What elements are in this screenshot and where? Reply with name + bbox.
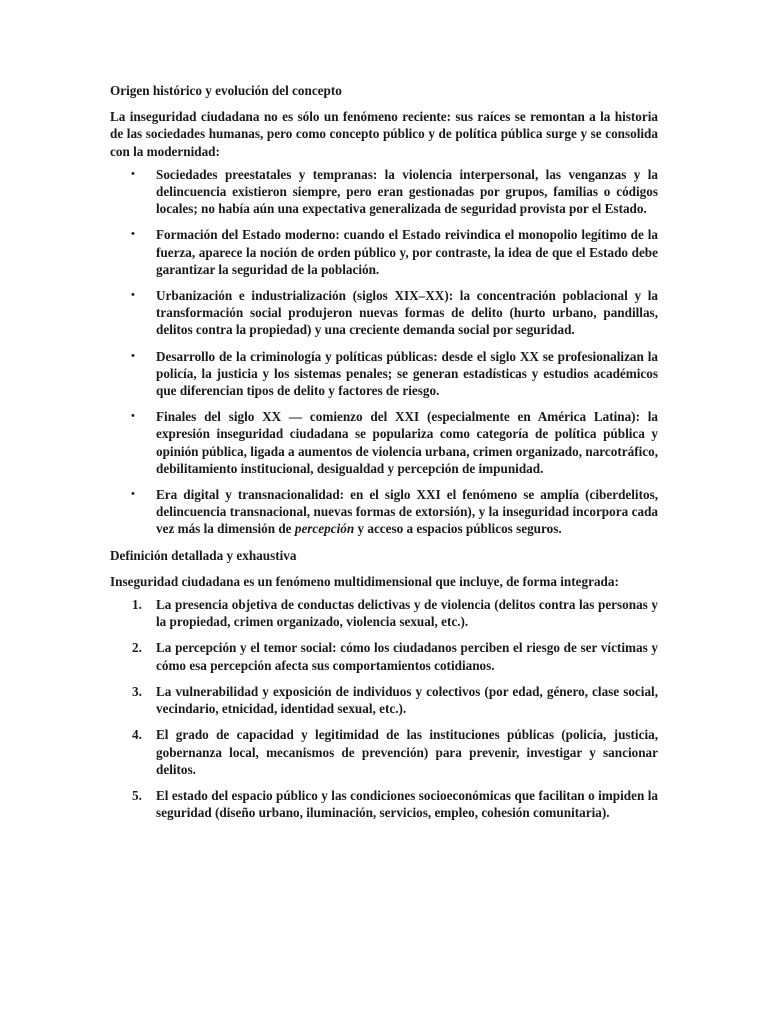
list-item-text: Urbanización e industrialización (siglos XIX–XX): la concentración poblacional y la transformación social produjeron nuevas formas de delito (hurto urbano, pandillas, delitos contra la propiedad) y una creciente demanda social por seguridad. bbox=[156, 288, 658, 338]
list-item-text: La percepción y el temor social: cómo los ciudadanos perciben el riesgo de ser víctimas y cómo esa percepción afecta sus comportamientos cotidianos. bbox=[156, 640, 658, 673]
list-item-text-before: Era digital y transnacionalidad: en el siglo XXI el fenómeno se amplía (ciberdelitos, delincuencia transnacional, nuevas formas de extorsión), y la inseguridad incorpora cada vez más la dimensión de bbox=[156, 487, 658, 537]
list-item bbox=[110, 226, 658, 278]
history-bullet-list bbox=[110, 166, 658, 538]
list-item-text: Sociedades preestatales y tempranas: la violencia interpersonal, las venganzas y la delincuencia existieron siempre, pero eran gestionadas por grupos, familias o códigos locales; no había aún una expectativa generalizada de seguridad provista por el Estado. bbox=[156, 166, 658, 217]
bullet-marker: • bbox=[131, 289, 135, 302]
section-heading-definicion: Definición detallada y exhaustiva bbox=[110, 547, 297, 563]
list-item-text: Finales del siglo XX — comienzo del XXI (especialmente en América Latina): la expresión inseguridad ciudadana se populariza como categoría de política pública y opinión pública, ligada a aumentos de violencia urbana, crimen organizado, narcotráfico, debilitamiento institucional, desigualdad y percepción de impunidad. bbox=[156, 409, 658, 476]
bullet-marker: • bbox=[131, 410, 135, 423]
section-heading-origen: Origen histórico y evolución del concepto bbox=[110, 83, 342, 98]
list-item-text: Desarrollo de la criminología y políticas públicas: desde el siglo XX se profesionalizan la policía, la justicia y los sistemas penales; se generan estadísticas y estudios académicos que diferencian tipos de delito y factores de riesgo. bbox=[156, 348, 658, 399]
list-item bbox=[110, 787, 658, 821]
list-item-text: El grado de capacidad y legitimidad de las instituciones públicas (policía, justicia, gobernanza local, mecanismos de prevención) para prevenir, investigar y sancionar delitos. bbox=[156, 727, 658, 777]
list-number: 1. bbox=[132, 597, 142, 613]
list-item-text: Formación del Estado moderno: cuando el Estado reivindica el monopolio legítimo de la fuerza, aparece la noción de orden público y, por contraste, la idea de que el Estado debe garantizar la seguridad de la población. bbox=[156, 227, 658, 277]
list-item-text-after: y acceso a espacios públicos seguros. bbox=[354, 521, 562, 537]
section-intro-origen: La inseguridad ciudadana no es sólo un fenómeno reciente: sus raíces se remontan a la historia de las sociedades humanas, pero como concepto público y de política pública surge y se consolida con la modernidad: bbox=[110, 109, 658, 159]
list-item-text: El estado del espacio público y las condiciones socioeconómicas que facilitan o impiden la seguridad (diseño urbano, iluminación, servicios, empleo, cohesión comunitaria). bbox=[156, 787, 658, 821]
list-item-text: La vulnerabilidad y exposición de individuos y colectivos (por edad, género, clase social, vecindario, etnicidad, identidad sexual, etc.). bbox=[156, 683, 658, 717]
bullet-marker: • bbox=[131, 349, 135, 362]
list-item bbox=[110, 726, 658, 778]
list-number: 2. bbox=[132, 640, 142, 656]
list-item bbox=[110, 639, 658, 673]
bullet-marker: • bbox=[131, 228, 135, 241]
list-item bbox=[110, 408, 658, 477]
list-number: 5. bbox=[132, 787, 142, 803]
emphasis-percepcion: percepción bbox=[294, 521, 355, 537]
list-item bbox=[110, 348, 658, 400]
list-number: 3. bbox=[132, 683, 142, 699]
list-item bbox=[110, 287, 658, 339]
list-item bbox=[110, 486, 658, 538]
list-item bbox=[110, 596, 658, 630]
list-item bbox=[110, 683, 658, 717]
list-item-text: La presencia objetiva de conductas delictivas y de violencia (delitos contra las personas y la propiedad, crimen organizado, violencia sexual, etc.). bbox=[156, 597, 658, 630]
list-number: 4. bbox=[132, 727, 142, 743]
section-intro-definicion: Inseguridad ciudadana es un fenómeno multidimensional que incluye, de forma integrada: bbox=[110, 573, 619, 589]
list-item bbox=[110, 166, 658, 218]
bullet-marker: • bbox=[131, 488, 135, 501]
document-page bbox=[110, 82, 658, 830]
definition-numbered-list bbox=[110, 596, 658, 821]
list-item-text bbox=[156, 487, 658, 536]
bullet-marker: • bbox=[131, 167, 135, 180]
